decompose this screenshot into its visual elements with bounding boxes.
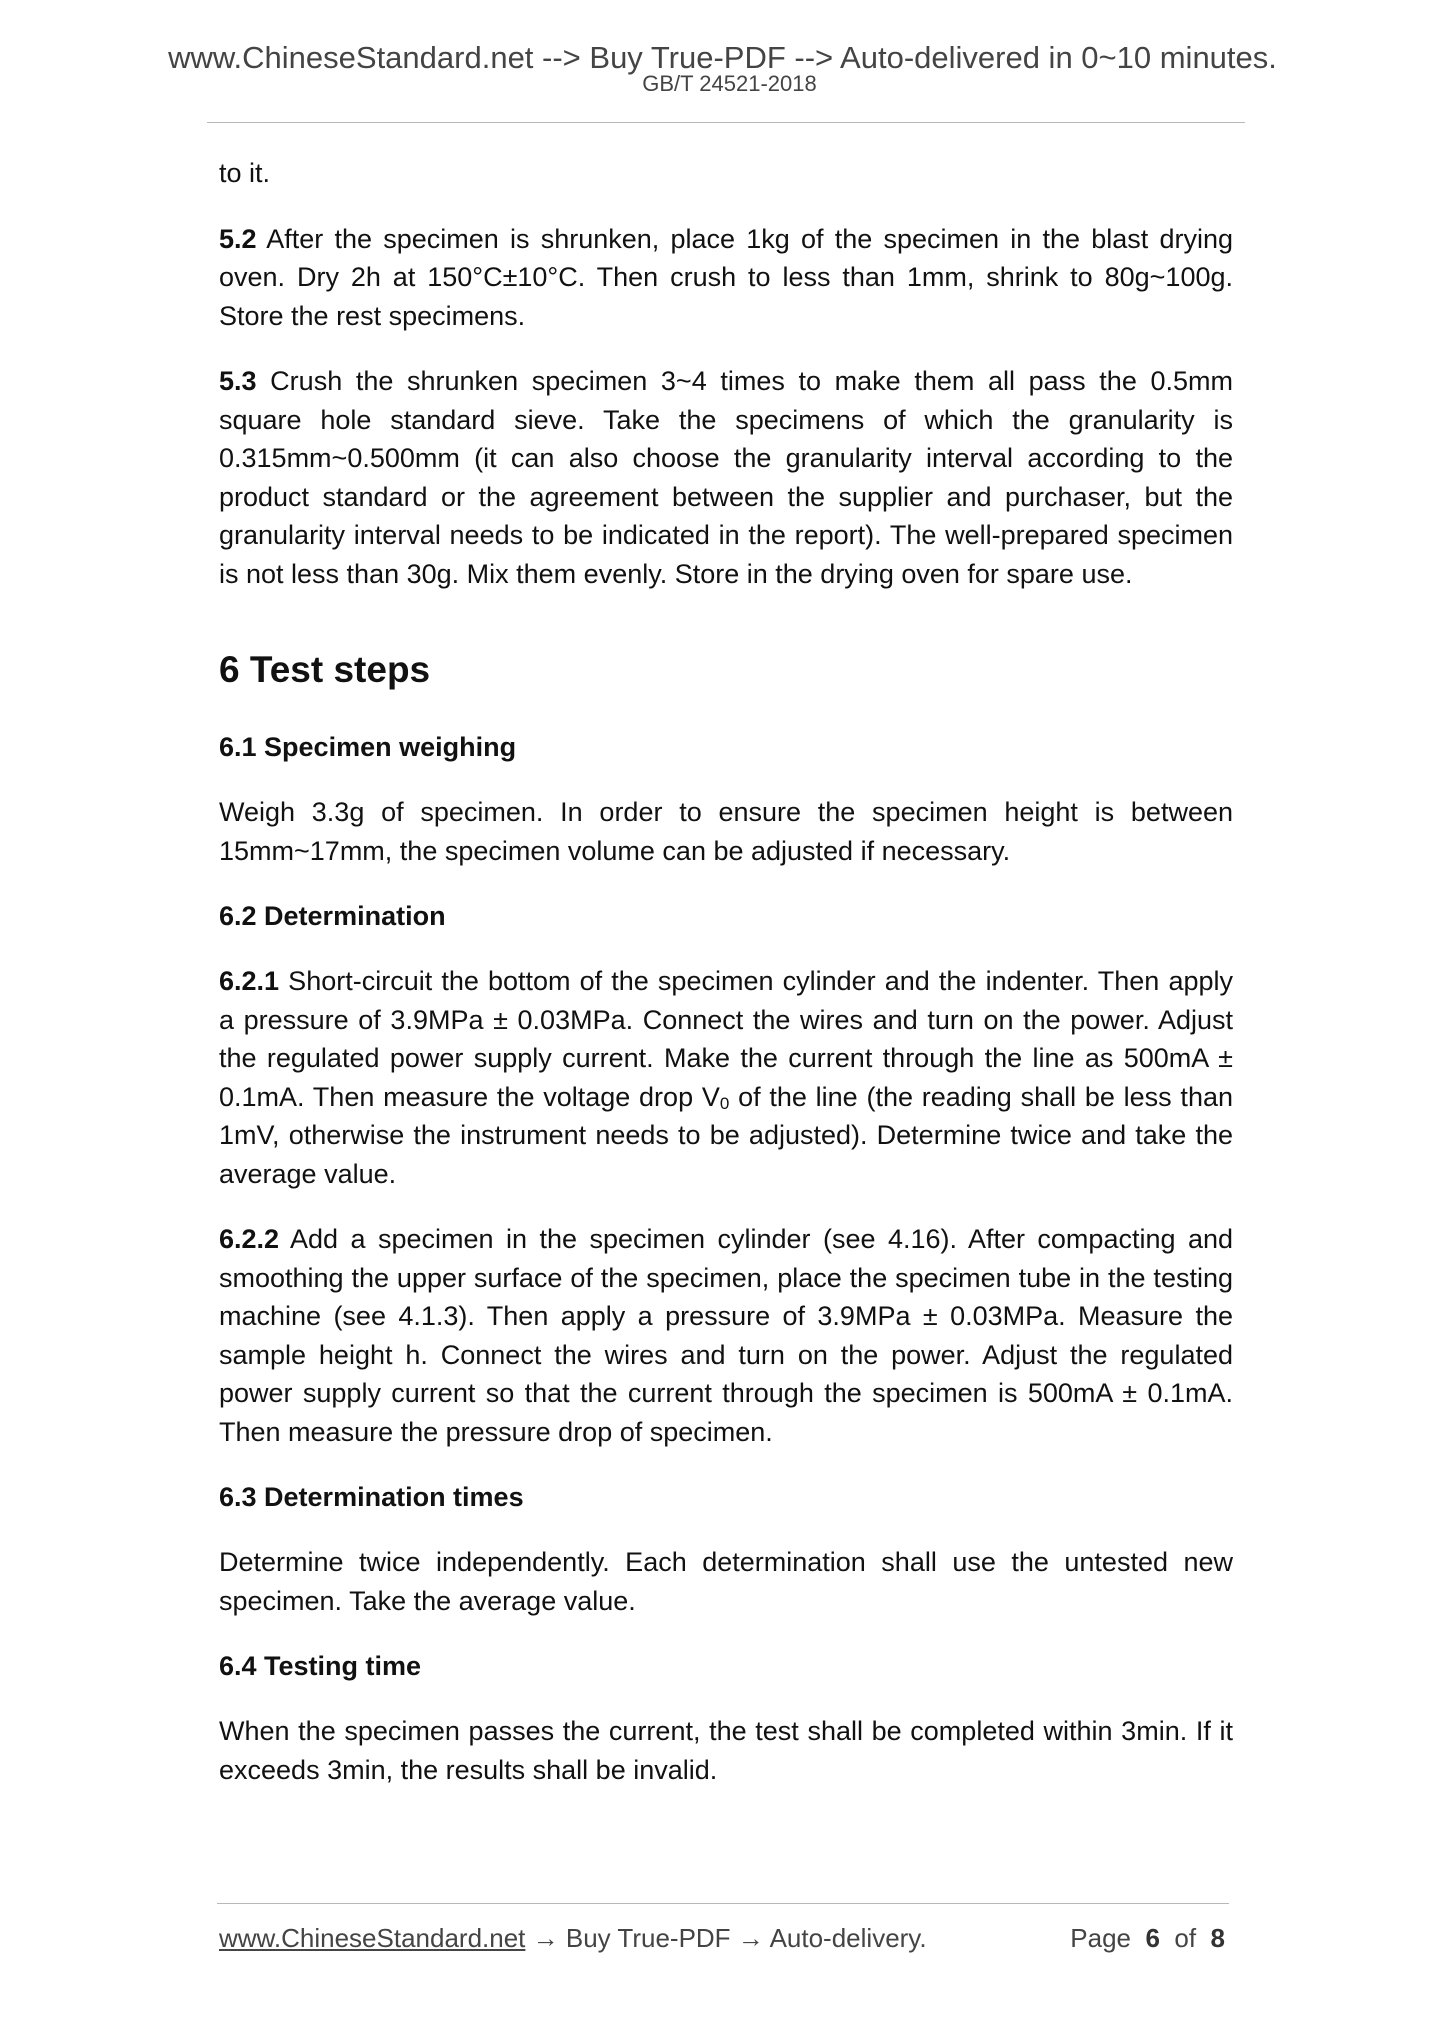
clause-number: 6.2.2 xyxy=(219,1224,280,1254)
paragraph-continuation: to it. xyxy=(219,158,271,188)
clause-number: 6.2.1 xyxy=(219,966,280,996)
header-divider xyxy=(207,122,1245,123)
clause-6-2-2 xyxy=(219,1220,1233,1451)
page-current: 6 xyxy=(1145,1923,1160,1953)
section-heading-6: 6 Test steps xyxy=(219,649,431,690)
footer-tagline: → Buy True-PDF → Auto-delivery. xyxy=(525,1923,927,1953)
page-number xyxy=(1070,1921,1225,1955)
subsection-heading-6-2: 6.2 Determination xyxy=(219,901,446,931)
header-banner[interactable]: www.ChineseStandard.net --> Buy True-PDF --> Auto-delivered in 0~10 minutes. xyxy=(168,40,1277,75)
clause-text: Add a specimen in the specimen cylinder (see 4.16). After compacting and smoothing the upper surface of the specimen, place the specimen tube in the testing machine (see 4.1.3). Then apply a pressure of 3.9MPa ± 0.03MPa. Measure the sample height h. Connect the wires and turn on the power. Adjust the regulated power supply current so that the current through the specimen is 500mA ± 0.1mA. Then measure the pressure drop of specimen. xyxy=(219,1224,1233,1447)
paragraph-6-1: Weigh 3.3g of specimen. In order to ensure the specimen height is between 15mm~17mm, the specimen volume can be adjusted if necessary. xyxy=(219,797,1233,866)
clause-number: 5.2 xyxy=(219,223,257,254)
paragraph-6-4: When the specimen passes the current, the test shall be completed within 3min. If it exceeds 3min, the results shall be invalid. xyxy=(219,1716,1233,1785)
clause-text: After the specimen is shrunken, place 1kg of the specimen in the blast drying oven. Dry 2h at 150°C±10°C. Then crush to less than 1mm, shrink to 80g~100g. Store the rest specimens. xyxy=(219,223,1233,331)
footer-divider xyxy=(217,1903,1229,1904)
clause-text: Crush the shrunken specimen 3~4 times to make them all pass the 0.5mm square hole standard sieve. Take the specimens of which the granularity is 0.315mm~0.500mm (it can also choose the granularity interval according to the product standard or the agreement between the supplier and purchaser, but the granularity interval needs to be indicated in the report). The well-prepared specimen is not less than 30g. Mix them evenly. Store in the drying oven for spare use. xyxy=(219,366,1233,589)
clause-number: 5.3 xyxy=(219,366,257,396)
clause-text: Short-circuit the bottom of the specimen cylinder and the indenter. Then apply a pressure of 3.9MPa ± 0.03MPa. Connect the wires and turn on the power. Adjust the regulated power supply current. Make the current through the line as 500mA ± 0.1mA. Then measure the voltage drop V xyxy=(219,966,1233,1112)
subsection-heading-6-1: 6.1 Specimen weighing xyxy=(219,732,517,762)
clause-5-2 xyxy=(219,220,1233,336)
clause-text-cont: of the line (the reading shall be less than 1mV, otherwise the instrument needs to be adjusted). Determine twice and take the average value. xyxy=(219,1081,1233,1189)
document-code: GB/T 24521-2018 xyxy=(642,71,817,96)
clause-5-3 xyxy=(219,362,1233,593)
footer-link[interactable]: www.ChineseStandard.net xyxy=(219,1923,526,1953)
document-body xyxy=(219,154,1233,1789)
subsection-heading-6-3: 6.3 Determination times xyxy=(219,1482,524,1512)
page-header xyxy=(0,40,1445,96)
page-of: of xyxy=(1174,1923,1197,1953)
page-total: 8 xyxy=(1210,1923,1225,1953)
paragraph-6-3: Determine twice independently. Each determination shall use the untested new specimen. Take the average value. xyxy=(219,1547,1233,1616)
clause-6-2-1 xyxy=(219,962,1233,1193)
voltage-subscript: 0 xyxy=(719,1093,730,1113)
page-label: Page xyxy=(1070,1923,1132,1953)
footer-left xyxy=(219,1921,927,1955)
subsection-heading-6-4: 6.4 Testing time xyxy=(219,1651,422,1681)
